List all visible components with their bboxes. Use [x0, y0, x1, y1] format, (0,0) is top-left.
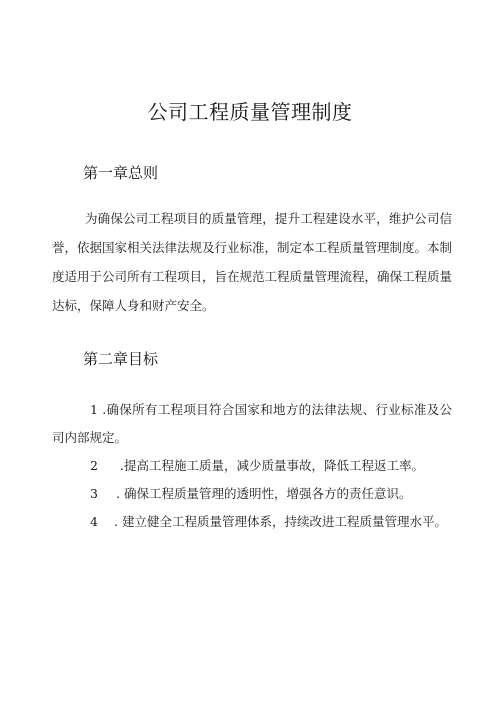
goal-item-1: [52, 396, 452, 452]
goal-item-3: [52, 480, 452, 508]
goal-item-number: 4: [90, 514, 98, 529]
general-paragraph: 为确保公司工程项目的质量管理，提升工程建设水平，维护公司信誉，依据国家相关法律法规及行业标准，制定本工程质量管理制度。本制度适用于公司所有工程项目，旨在规范工程质量管理流程，确保工程质量达标，保障人身和财产安全。: [52, 211, 453, 313]
chapter-heading-general: 第一章总则: [83, 164, 159, 182]
page-title: 公司工程质量管理制度: [147, 100, 353, 124]
goal-item-4: [52, 508, 452, 536]
goal-item-2: [52, 452, 452, 480]
goal-item-text: . 建立健全工程质量管理体系，持续改进工程质量管理水平。: [114, 514, 447, 529]
goal-item-text: . 确保工程质量管理的透明性，增强各方的责任意识。: [116, 486, 412, 501]
goal-item-number: 1: [90, 402, 98, 417]
chapter-heading-goals: 第二章目标: [83, 350, 159, 368]
goal-item-text: .确保所有工程项目符合国家和地方的法律法规、行业标准及公司内部规定。: [52, 402, 452, 445]
goal-item-number: 3: [90, 486, 98, 501]
goal-item-text: .提高工程施工质量，减少质量事故，降低工程返工率。: [120, 458, 424, 473]
goal-item-number: 2: [90, 458, 98, 473]
